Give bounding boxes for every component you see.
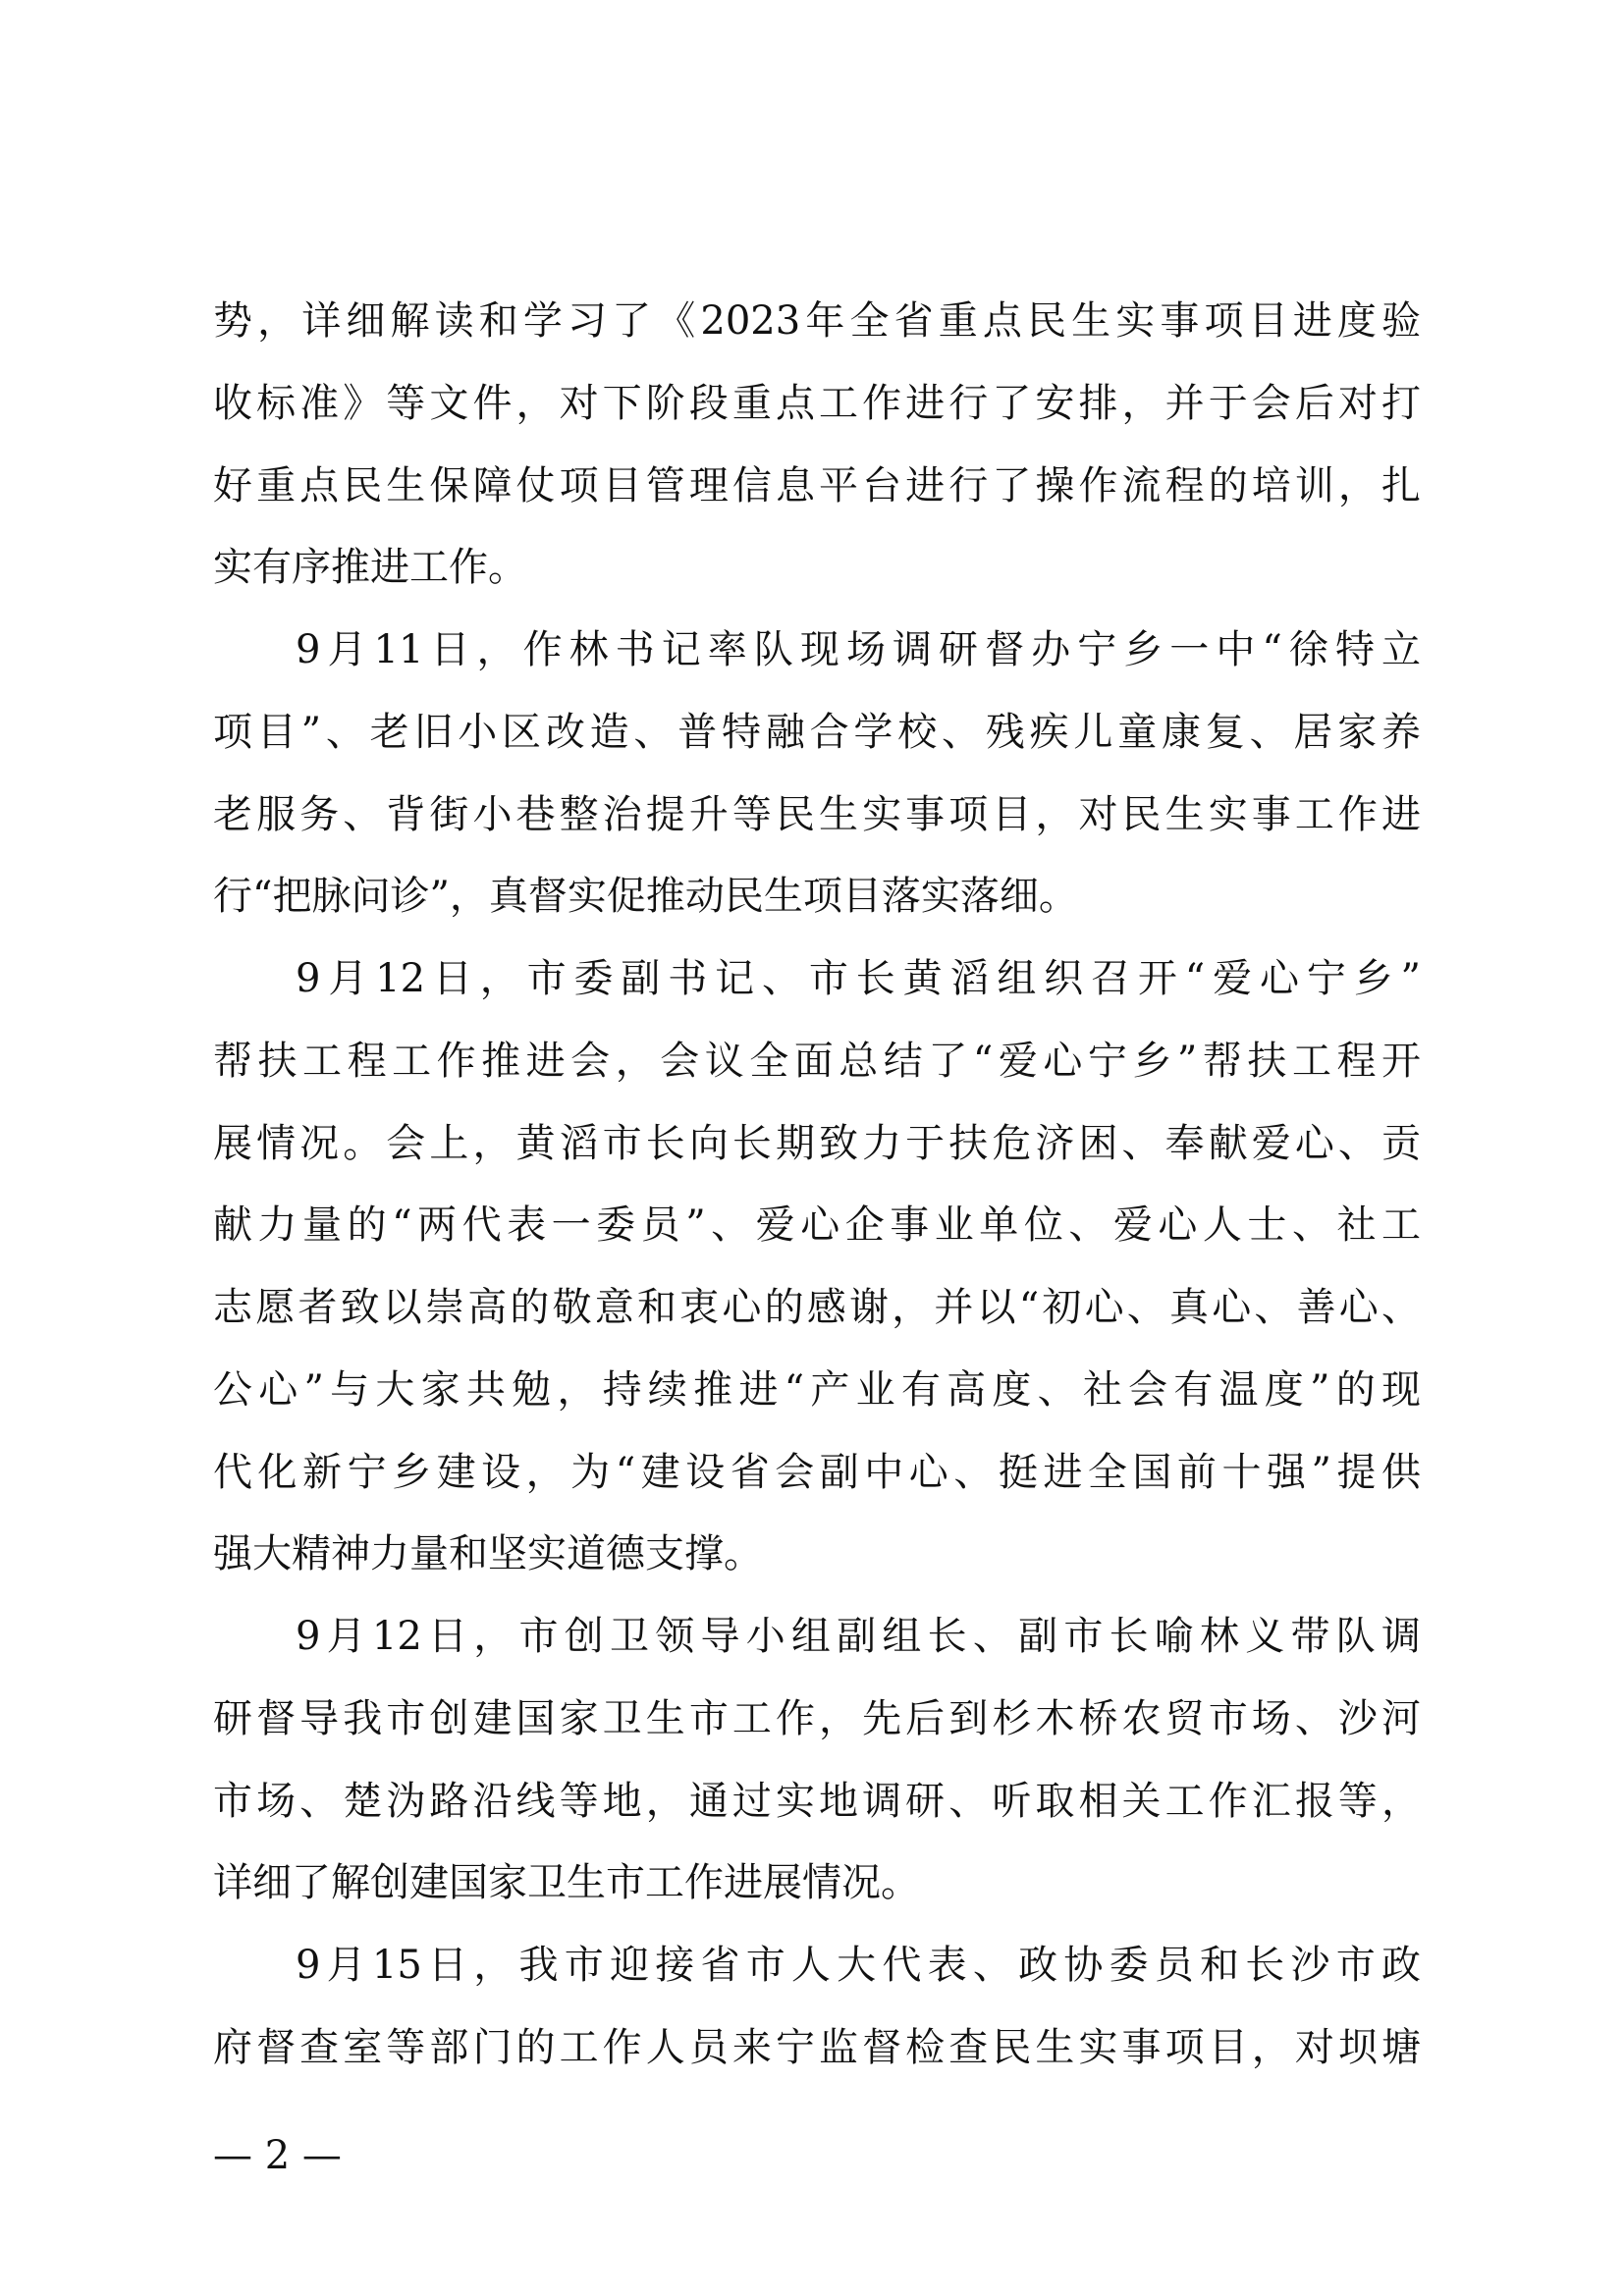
text-line: 帮扶工程工作推进会，会议全面总结了“爱心宁乡”帮扶工程开 (213, 1039, 1421, 1084)
text-line: 献力量的“两代表一委员”、爱心企事业单位、爱心人士、社工 (213, 1202, 1421, 1248)
text-line: 代化新宁乡建设，为“建设省会副中心、挺进全国前十强”提供 (213, 1450, 1421, 1495)
text-line: 实有序推进工作。 (213, 545, 527, 590)
text-line: 好重点民生保障仗项目管理信息平台进行了操作流程的培训，扎 (213, 463, 1421, 508)
text-line: 详细了解创建国家卫生市工作进展情况。 (213, 1860, 920, 1905)
text-line: 9月11日，作林书记率队现场调研督办宁乡一中“徐特立 (296, 627, 1421, 672)
text-line: 志愿者致以崇高的敬意和衷心的感谢，并以“初心、真心、善心、 (213, 1285, 1421, 1330)
page-number: — 2 — (213, 2133, 342, 2178)
text-line: 项目”、老旧小区改造、普特融合学校、残疾儿童康复、居家养 (213, 710, 1421, 755)
text-line: 强大精神力量和坚实道德支撑。 (213, 1531, 763, 1576)
text-line: 展情况。会上，黄滔市长向长期致力于扶危济困、奉献爱心、贡 (213, 1121, 1421, 1166)
text-line: 势，详细解读和学习了《2023年全省重点民生实事项目进度验 (213, 298, 1421, 344)
text-line: 公心”与大家共勉，持续推进“产业有高度、社会有温度”的现 (213, 1367, 1421, 1413)
text-line: 府督查室等部门的工作人员来宁监督检查民生实事项目，对坝塘 (213, 2025, 1421, 2070)
text-line: 行“把脉问诊”，真督实促推动民生项目落实落细。 (213, 874, 1078, 919)
text-line: 9月12日，市创卫领导小组副组长、副市长喻林义带队调 (296, 1614, 1421, 1659)
text-line: 研督导我市创建国家卫生市工作，先后到杉木桥农贸市场、沙河 (213, 1696, 1421, 1741)
text-line: 老服务、背街小巷整治提升等民生实事项目，对民生实事工作进 (213, 792, 1421, 837)
text-line: 9月15日，我市迎接省市人大代表、政协委员和长沙市政 (296, 1943, 1421, 1988)
text-line: 市场、楚沩路沿线等地，通过实地调研、听取相关工作汇报等， (213, 1779, 1421, 1824)
text-line: 9月12日，市委副书记、市长黄滔组织召开“爱心宁乡” (296, 956, 1421, 1001)
text-line: 收标准》等文件，对下阶段重点工作进行了安排，并于会后对打 (213, 381, 1421, 426)
